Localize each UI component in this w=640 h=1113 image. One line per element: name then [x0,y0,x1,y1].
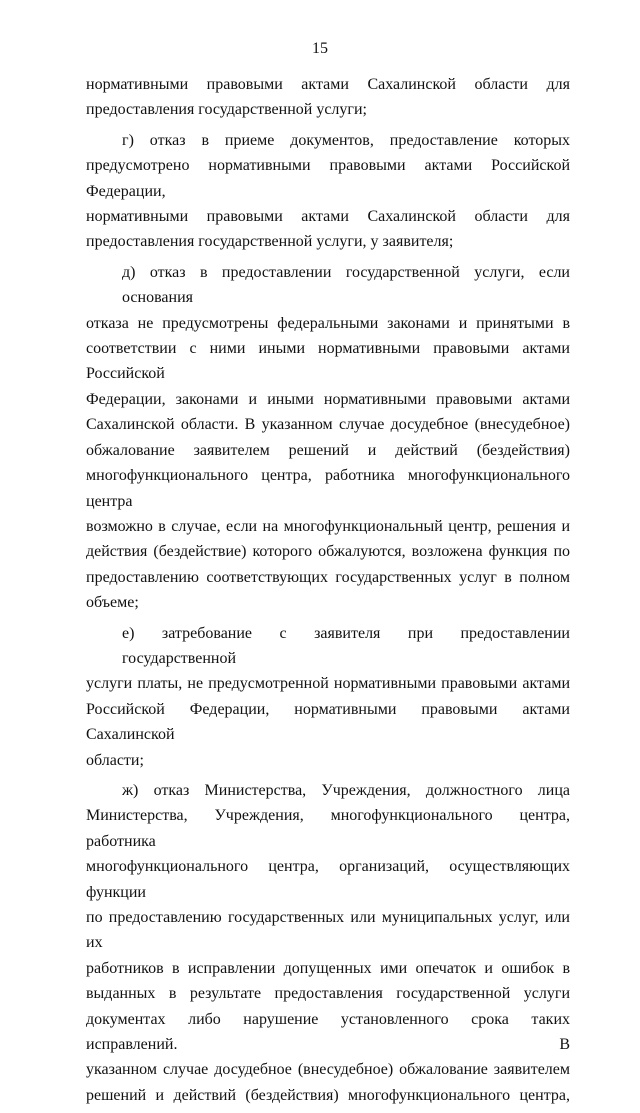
text-line: обжалование заявителем решений и действий (бездействия) [86,441,570,459]
text-line: предоставлению соответствующих государственных услуг в полном [86,568,570,586]
text-line: предусмотрено нормативными правовыми актами Российской Федерации, [86,157,570,200]
text-line: д) отказ в предоставлении государственной услуги, если основания [122,263,570,307]
text-line: Сахалинской области. В указанном случае досудебное (внесудебное) [86,416,570,434]
text-line: Федерации, законами и иными нормативными правовыми актами [86,390,570,408]
text-line: области; [86,751,144,769]
paragraph-g [86,128,570,255]
text-line: соответствии с ними иными нормативными правовыми актами Российской [86,340,570,383]
text-line: многофункционального центра, организаций, осуществляющих функции [86,858,570,901]
text-line: возможно в случае, если на многофункциональный центр, решения и [86,517,570,535]
text-line: ж) отказ Министерства, Учреждения, должностного лица [122,781,570,799]
text-line: Российской Федерации, нормативными правовыми актами Сахалинской [86,700,570,744]
text-line: предоставления государственной услуги; [86,101,367,119]
text-line: Министерства, Учреждения, многофункционального центра, работника [86,807,570,850]
text-line: г) отказ в приеме документов, предоставление которых [122,131,570,149]
text-line: е) затребование с заявителя при предоставлении государственной [122,624,570,667]
document-body [86,72,570,1113]
text-line: документах либо нарушение установленного срока таких исправлений. В [86,1010,570,1054]
text-line: указанном случае досудебное (внесудебное) обжалование заявителем [86,1061,570,1079]
text-line: услуги платы, не предусмотренной нормативными правовыми актами [86,675,570,693]
page-number: 15 [312,40,328,57]
paragraph-e [86,621,570,773]
text-line: нормативными правовыми актами Сахалинской области для [86,76,570,93]
paragraph-d [86,260,570,616]
paragraph-0 [86,72,570,123]
text-line: работников в исправлении допущенных ими опечаток и ошибок в [86,959,570,977]
text-line: нормативными правовыми актами Сахалинской области для [86,208,570,226]
paragraph-zh [86,778,570,1108]
text-line: предоставления государственной услуги, у заявителя; [86,233,454,251]
text-line: объеме; [86,594,139,612]
text-line: отказа не предусмотрены федеральными законами и принятыми в [86,314,570,332]
text-line: по предоставлению государственных или муниципальных услуг, или их [86,909,570,952]
text-line: выданных в результате предоставления государственной услуги [86,985,570,1003]
text-line: решений и действий (бездействия) многофункционального центра, [86,1086,570,1104]
text-line: многофункционального центра, работника многофункционального центра [86,467,570,510]
text-line: действия (бездействие) которого обжалуются, возложена функция по [86,543,570,561]
